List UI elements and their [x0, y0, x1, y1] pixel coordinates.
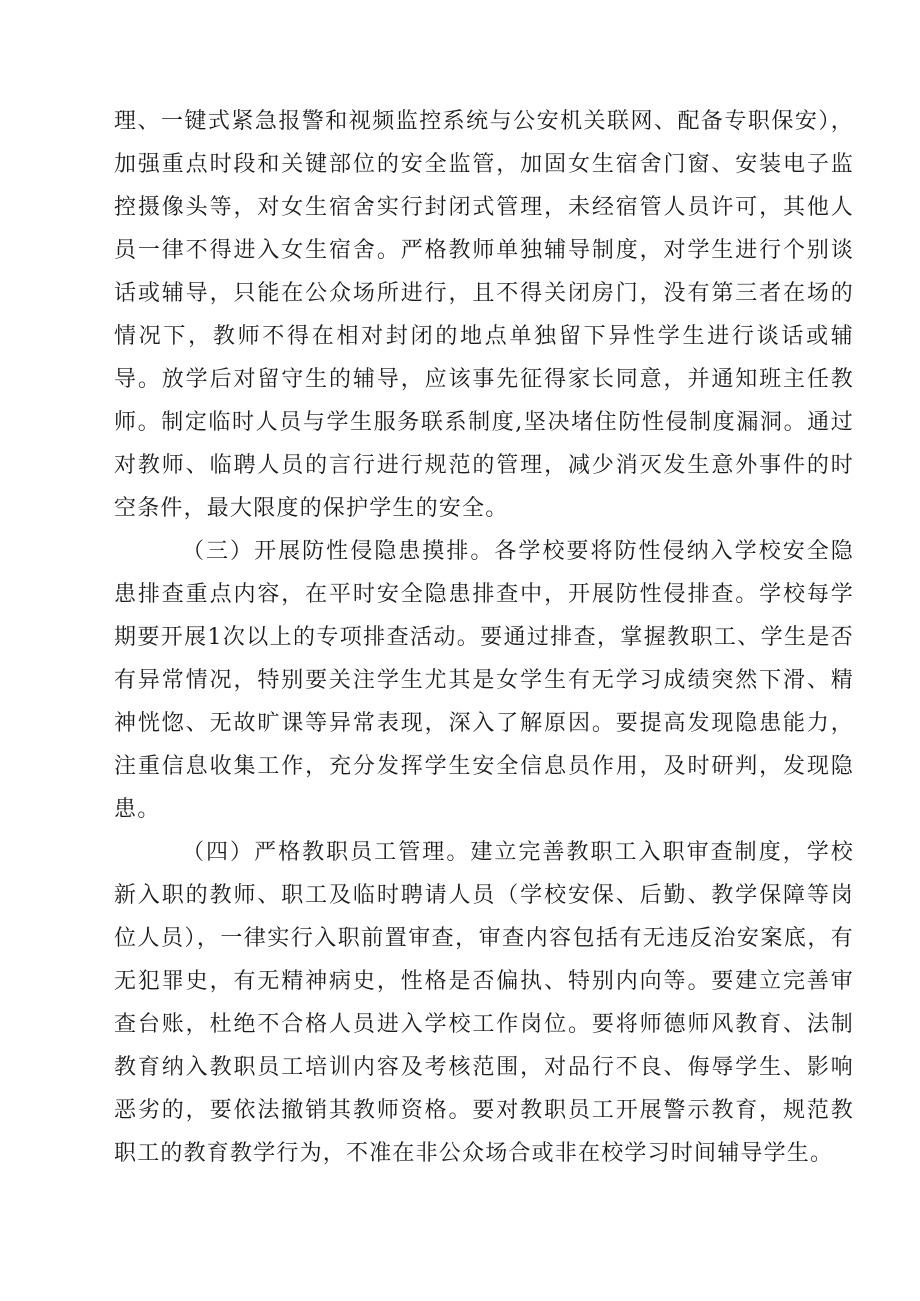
paragraph-section-4: （四）严格教职员工管理。建立完善教职工入职审查制度，学校新入职的教师、职工及临时聘请人员（学校安保、后勤、教学保障等岗位人员），一律实行入职前置审查，审查内容包括有无违反治安案底，有无犯罪史，有无精神病史，性格是否偏执、特别内向等。要建立完善审查台账，杜绝不合格人员进入学校工作岗位。要将师德师风教育、法制教育纳入教职员工培训内容及考核范围，对品行不良、侮辱学生、影响恶劣的，要依法撤销其教师资格。要对教职员工开展警示教育，规范教职工的教育教学行为，不准在非公众场合或非在校学习时间辅导学生。	[114, 840, 854, 1166]
paragraph-continuation: 理、一键式紧急报警和视频监控系统与公安机关联网、配备专职保安），加强重点时段和关键部位的安全监管，加固女生宿舍门窗、安装电子监控摄像头等，对女生宿舍实行封闭式管理，未经宿管人员许可，其他人员一律不得进入女生宿舍。严格教师单独辅导制度，对学生进行个别谈话或辅导，只能在公众场所进行，且不得关闭房门，没有第三者在场的情况下，教师不得在相对封闭的地点单独留下异性学生进行谈话或辅导。放学后对留守生的辅导，应该事先征得家长同意，并通知班主任教师。制定临时人员与学生服务联系制度,坚决堵住防性侵制度漏洞。通过对教师、临聘人员的言行进行规范的管理，减少消灭发生意外事件的时空条件，最大限度的保护学生的安全。	[114, 109, 854, 521]
paragraph-section-3: （三）开展防性侵隐患摸排。各学校要将防性侵纳入学校安全隐患排查重点内容，在平时安全隐患排查中，开展防性侵排查。学校每学期要开展1次以上的专项排查活动。要通过排查，掌握教职工、学生是否有异常情况，特别要关注学生尤其是女学生有无学习成绩突然下滑、精神恍惚、无故旷课等异常表现，深入了解原因。要提高发现隐患能力，注重信息收集工作，充分发挥学生安全信息员作用，及时研判，发现隐患。	[114, 539, 854, 822]
body-text	[114, 100, 854, 1175]
